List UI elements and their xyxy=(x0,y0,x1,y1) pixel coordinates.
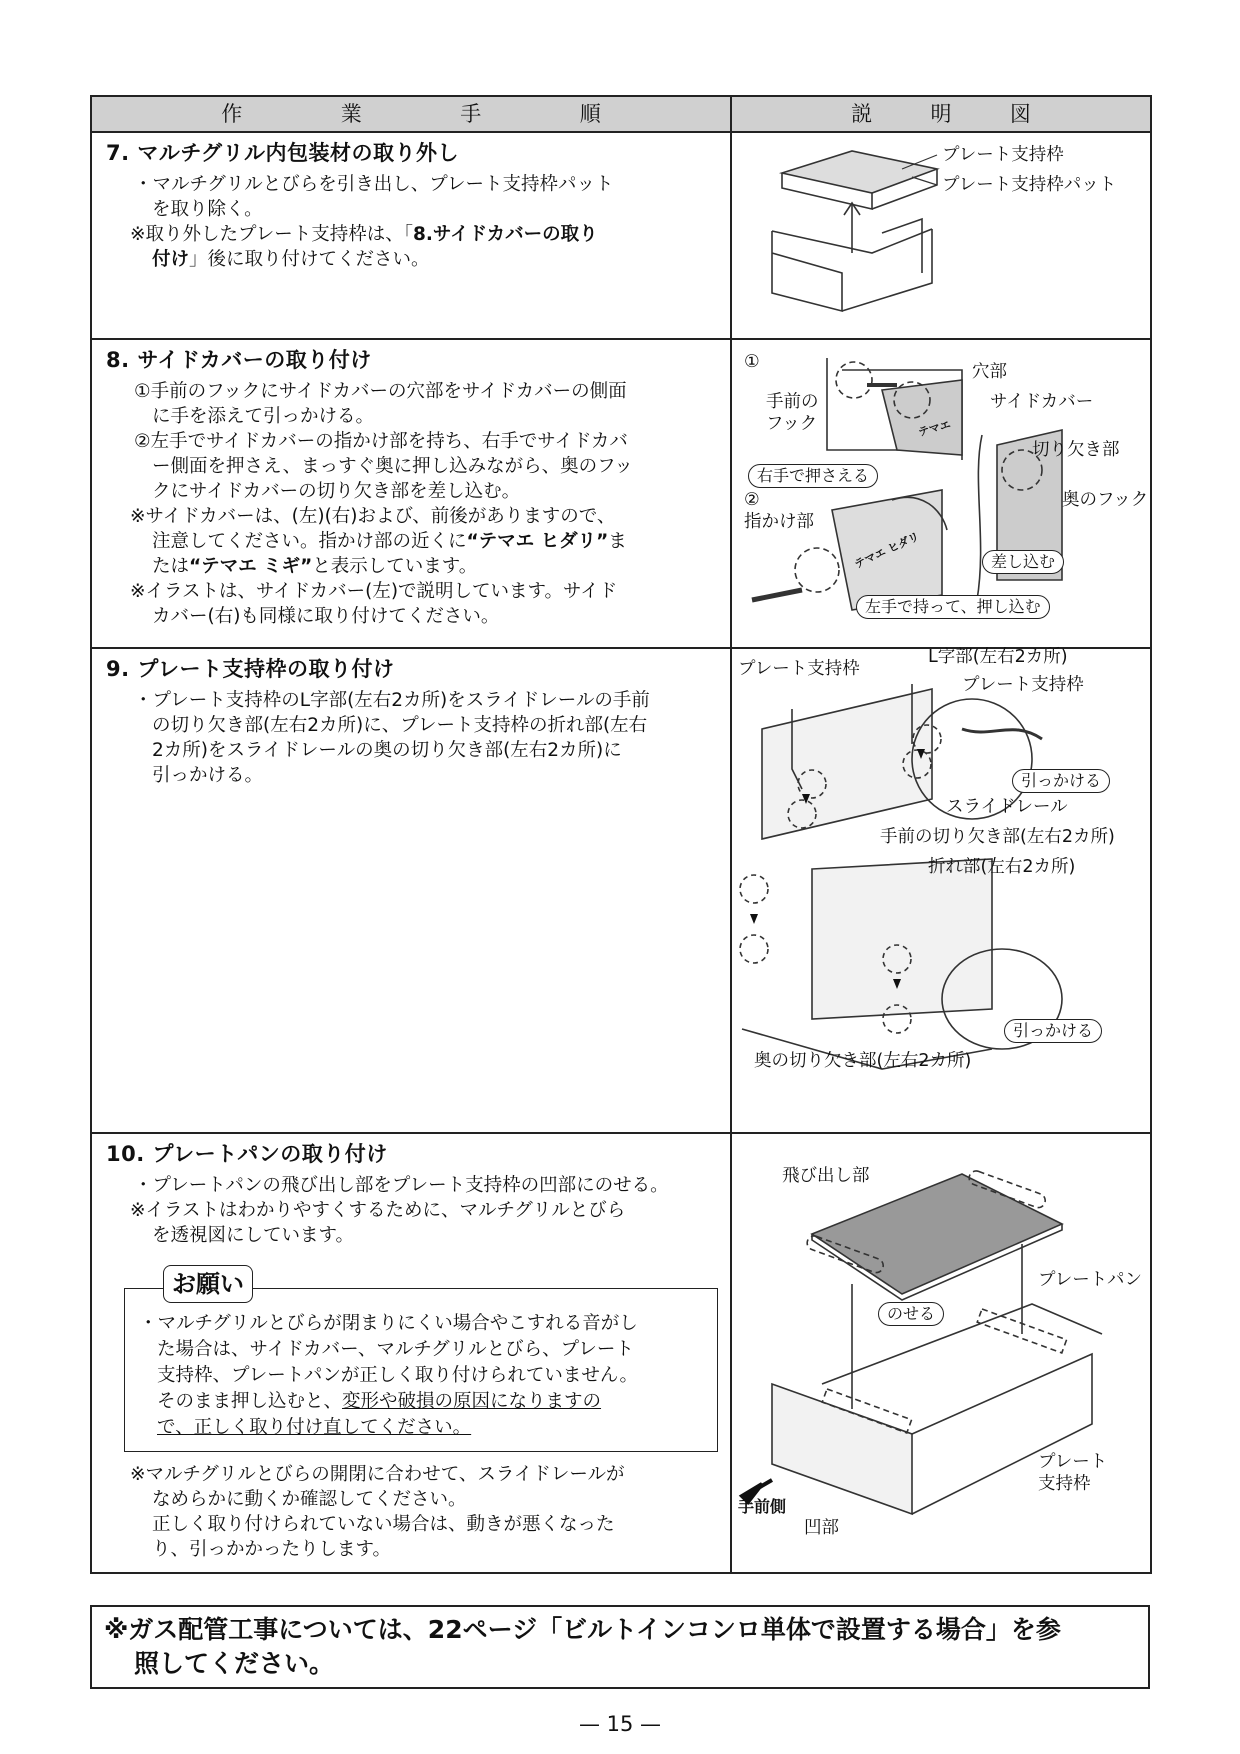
gas-piping-note-text: ※ガス配管工事については、22ページ「ビルトインコンロ単体で設置する場合」を参 照してください。 xyxy=(104,1615,1061,1678)
printed-label: テマエ ヒダリ xyxy=(852,529,922,572)
label-finger-grip: 指かけ部 xyxy=(744,512,814,532)
gas-piping-note xyxy=(90,1605,1150,1689)
step9-line: 2カ所)をスライドレールの奥の切り欠き部(左右2カ所)に xyxy=(152,740,622,761)
callout-push-left: 左手で持って、押し込む xyxy=(856,595,1050,619)
step9-line: ・プレート支持枠のL字部(左右2カ所)をスライドレールの手前 xyxy=(134,690,650,711)
label-front-hook-2: フック xyxy=(766,414,818,434)
step10-illustration xyxy=(731,1133,1151,1573)
header-char: 順 xyxy=(579,102,601,126)
step8-line: ②左手でサイドカバーの指かけ部を持ち、右手でサイドカバ xyxy=(134,431,628,452)
step10-note: ※イラストはわかりやすくするために、マルチグリルとびら xyxy=(130,1200,626,1221)
header-char: 業 xyxy=(340,102,362,126)
step9-line: の切り欠き部(左右2カ所)に、プレート支持枠の折れ部(左右 xyxy=(152,715,648,736)
label-plate-frame-2: プレート支持枠 xyxy=(962,675,1084,695)
caution-line: 支持枠、プレートパンが正しく取り付けられていません。 xyxy=(157,1365,639,1386)
label-recess: 凹部 xyxy=(804,1518,839,1538)
step8-line: ①手前のフックにサイドカバーの穴部をサイドカバーの側面 xyxy=(134,381,627,402)
label-plate-frame: プレート支持枠 xyxy=(942,145,1064,165)
printed-label: テマエ xyxy=(916,417,953,440)
step10-note: を透視図にしています。 xyxy=(152,1225,355,1246)
step8-title: 8. サイドカバーの取り付け xyxy=(106,348,372,372)
step10-note: り、引っかかったりします。 xyxy=(152,1539,392,1560)
label-support-frame: 支持枠 xyxy=(1038,1474,1091,1494)
label-front-notch: 手前の切り欠き部(左右2カ所) xyxy=(880,827,1115,847)
step10-line: ・プレートパンの飛び出し部をプレート支持枠の凹部にのせる。 xyxy=(134,1175,669,1196)
label-protrusion: 飛び出し部 xyxy=(782,1166,870,1186)
label-l-part: L字部(左右2カ所) xyxy=(928,647,1068,667)
step10-note: なめらかに動くか確認してください。 xyxy=(152,1489,467,1510)
label-back-notch: 奥の切り欠き部(左右2カ所) xyxy=(754,1051,972,1071)
label-back-hook: 奥のフック xyxy=(1062,490,1149,510)
header-char: 手 xyxy=(460,102,482,126)
caution-line: で、正しく取り付け直してください。 xyxy=(157,1417,472,1438)
header-char: 明 xyxy=(930,102,952,126)
step8-note: ※イラストは、サイドカバー(左)で説明しています。サイド xyxy=(130,581,618,602)
header-char: 図 xyxy=(1009,102,1031,126)
label-front-hook: 手前の xyxy=(766,392,819,412)
step8-illustration xyxy=(731,339,1151,648)
step8-note: 注意してください。指かけ部の近くに“テマエ ヒダリ”ま xyxy=(152,531,627,552)
step8-line: クにサイドカバーの切り欠き部を差し込む。 xyxy=(152,481,521,502)
label-plate-frame-pad: プレート支持枠パット xyxy=(942,175,1117,195)
caution-title: お願い xyxy=(163,1265,253,1303)
step7-illustration xyxy=(731,132,1151,339)
grill-plate-frame-drawing xyxy=(732,133,1150,338)
label-plate-frame: プレート支持枠 xyxy=(738,659,860,679)
callout-press-right: 右手で押さえる xyxy=(748,464,878,488)
step8-line: ー側面を押さえ、まっすぐ奥に押し込みながら、奥のフッ xyxy=(152,456,633,477)
label-hole: 穴部 xyxy=(972,362,1007,382)
step7-note: 付け」後に取り付けてください。 xyxy=(152,249,430,270)
step7-text xyxy=(91,132,731,339)
header-procedure xyxy=(91,96,731,132)
step9-illustration xyxy=(731,648,1151,1133)
step8-note: カバー(右)も同様に取り付けてください。 xyxy=(152,606,500,627)
step10-note: ※マルチグリルとびらの開閉に合わせて、スライドレールが xyxy=(130,1464,625,1485)
marker-1: ① xyxy=(744,352,760,372)
label-slide-rail: スライドレール xyxy=(946,797,1068,817)
callout-place: のせる xyxy=(878,1302,944,1326)
step10-title: 10. プレートパンの取り付け xyxy=(106,1142,388,1166)
step7-line: ・マルチグリルとびらを引き出し、プレート支持枠パット xyxy=(134,174,614,195)
label-plate: プレート xyxy=(1038,1452,1108,1472)
caution-line: た場合は、サイドカバー、マルチグリルとびら、プレート xyxy=(157,1339,634,1360)
step8-note: たは“テマエ ミギ”と表示しています。 xyxy=(152,556,478,577)
caution-box xyxy=(124,1270,718,1452)
step7-title: 7. マルチグリル内包装材の取り外し xyxy=(106,141,460,165)
callout-hook-2: 引っかける xyxy=(1004,1019,1102,1043)
caution-line: ・マルチグリルとびらが閉まりにくい場合やこすれる音がし xyxy=(139,1313,638,1334)
step10-note: 正しく取り付けられていない場合は、動きが悪くなった xyxy=(152,1514,615,1535)
step9-line: 引っかける。 xyxy=(152,765,264,786)
step10-text xyxy=(91,1133,731,1573)
step7-line: を取り除く。 xyxy=(152,199,263,220)
header-char: 説 xyxy=(851,102,873,126)
callout-insert: 差し込む xyxy=(982,550,1064,574)
label-notch: 切り欠き部 xyxy=(1032,440,1120,460)
label-bend-part: 折れ部(左右2カ所) xyxy=(928,857,1076,877)
label-side-cover: サイドカバー xyxy=(990,392,1094,412)
marker-2: ② xyxy=(744,490,760,510)
step8-note: ※サイドカバーは、(左)(右)および、前後がありますので、 xyxy=(130,506,616,527)
step8-text xyxy=(91,339,731,648)
page-number: — 15 — xyxy=(578,1712,662,1736)
step9-title: 9. プレート支持枠の取り付け xyxy=(106,657,395,681)
instruction-table xyxy=(90,95,1152,1574)
caution-line: そのまま押し込むと、変形や破損の原因になりますの xyxy=(157,1391,602,1412)
step8-line: に手を添えて引っかける。 xyxy=(152,406,375,427)
header-illustration xyxy=(731,96,1151,132)
label-front-side: 手前側 xyxy=(738,1497,787,1516)
callout-hook: 引っかける xyxy=(1012,769,1110,793)
step7-note: ※取り外したプレート支持枠は、「8.サイドカバーの取り xyxy=(130,224,598,245)
label-plate-pan: プレートパン xyxy=(1038,1270,1142,1290)
step9-text xyxy=(91,648,731,1133)
header-char: 作 xyxy=(221,102,243,126)
